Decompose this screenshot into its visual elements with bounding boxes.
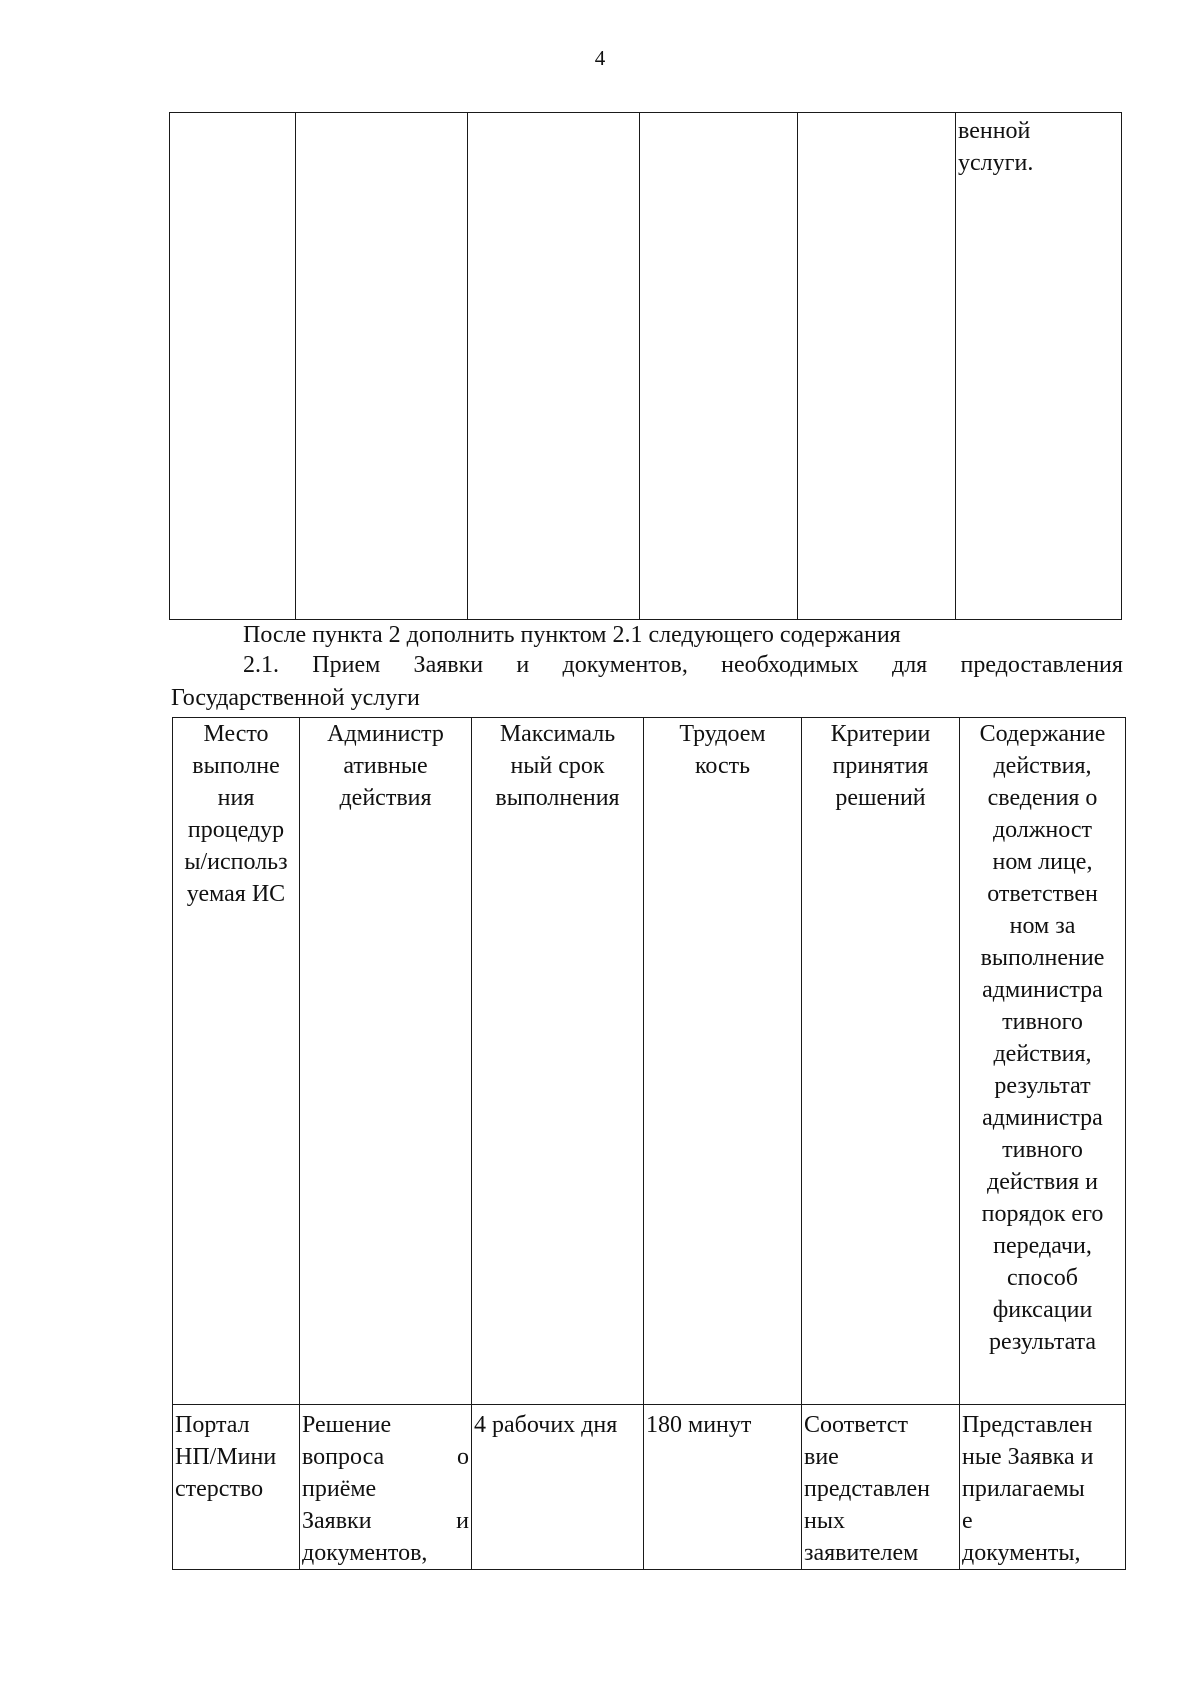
cell-content	[960, 1405, 1126, 1570]
amendment-intro: После пункта 2 дополнить пунктом 2.1 следующего содержания	[243, 622, 901, 648]
cell-line: представлен	[804, 1476, 930, 1502]
header-line: тивного	[1002, 1137, 1083, 1163]
table-cell	[296, 113, 468, 620]
table-cell	[170, 113, 296, 620]
header-line: ы/использ	[184, 849, 288, 875]
heading-word: и	[516, 652, 530, 678]
table-row	[173, 1405, 1126, 1570]
heading-word: документов,	[562, 652, 688, 678]
table-cell-continued-text	[956, 113, 1122, 620]
header-line: Максималь	[499, 721, 616, 747]
header-line: выполнение	[980, 945, 1105, 971]
table-row	[170, 113, 1122, 620]
heading-word: Заявки	[413, 652, 484, 678]
header-line: ный срок	[510, 753, 605, 779]
table-header-row	[173, 718, 1126, 1405]
header-cell-max-term	[472, 718, 644, 1405]
header-line: ответствен	[987, 881, 1098, 907]
table-cell	[640, 113, 798, 620]
header-line: способ	[1007, 1265, 1078, 1291]
cell-word: о	[457, 1444, 469, 1470]
heading-word: для	[891, 652, 928, 678]
header-line: должност	[992, 817, 1093, 843]
header-line: уемая ИС	[186, 881, 286, 907]
cell-line: Представлен	[962, 1412, 1093, 1438]
cell-labor	[644, 1405, 802, 1570]
cell-line: 4 рабочих дня	[474, 1412, 618, 1438]
cell-word: Заявки	[302, 1508, 372, 1534]
section-heading	[243, 650, 1123, 680]
header-line: порядок его	[981, 1201, 1104, 1227]
header-line: действия,	[993, 753, 1092, 779]
header-line: Трудоем	[679, 721, 766, 747]
procedure-table	[172, 717, 1126, 1570]
cell-line: прилагаемы	[962, 1476, 1085, 1502]
header-cell-labor	[644, 718, 802, 1405]
header-line: администра	[982, 1105, 1103, 1131]
cell-line	[302, 1441, 469, 1473]
cell-line: стерство	[175, 1476, 264, 1502]
cell-line: Портал	[175, 1412, 250, 1438]
table-cell	[798, 113, 956, 620]
section-heading-continuation: Государственной услуги	[171, 685, 420, 711]
cell-line: ные Заявка и	[962, 1444, 1094, 1470]
header-line: Администр	[327, 721, 444, 747]
header-line: решений	[835, 785, 926, 811]
header-line: кость	[694, 753, 751, 779]
header-cell-location	[173, 718, 300, 1405]
header-cell-content	[960, 718, 1126, 1405]
cell-location	[173, 1405, 300, 1570]
cell-line: документы,	[962, 1540, 1081, 1566]
cell-word: и	[456, 1508, 469, 1534]
cell-criteria	[802, 1405, 960, 1570]
cell-line: венной	[958, 118, 1031, 144]
heading-word: необходимых	[721, 652, 859, 678]
cell-line: вие	[804, 1444, 839, 1470]
header-cell-criteria	[802, 718, 960, 1405]
cell-line: услуги.	[958, 150, 1034, 176]
header-line: ния	[217, 785, 255, 811]
cell-line: документов,	[302, 1540, 428, 1566]
header-line: результата	[988, 1329, 1097, 1355]
header-line: ативные	[343, 753, 428, 779]
header-line: Содержание	[979, 721, 1106, 747]
cell-line: ных	[804, 1508, 845, 1534]
header-line: тивного	[1002, 1009, 1083, 1035]
header-line: действия и	[987, 1169, 1098, 1195]
cell-line: НП/Мини	[175, 1444, 277, 1470]
header-line: выполне	[192, 753, 280, 779]
cell-line: приёме	[302, 1476, 377, 1502]
header-line: администра	[982, 977, 1103, 1003]
header-cell-admin-actions	[300, 718, 472, 1405]
cell-admin-action	[300, 1405, 472, 1570]
header-line: процедур	[187, 817, 285, 843]
header-line: сведения о	[987, 785, 1098, 811]
cell-line: 180 минут	[646, 1412, 752, 1438]
cell-line: Решение	[302, 1412, 392, 1438]
header-line: Место	[203, 721, 269, 747]
header-line: принятия	[832, 753, 929, 779]
cell-max-term	[472, 1405, 644, 1570]
cell-line	[302, 1505, 469, 1537]
page-number: 4	[594, 46, 606, 70]
cell-line: заявителем	[804, 1540, 919, 1566]
header-line: ном лице,	[992, 849, 1093, 875]
header-line: Критерии	[830, 721, 931, 747]
cell-line: Соответст	[804, 1412, 908, 1438]
header-line: результат	[994, 1073, 1091, 1099]
table-cell	[468, 113, 640, 620]
header-line: фиксации	[992, 1297, 1093, 1323]
header-line: передачи,	[993, 1233, 1092, 1259]
heading-word: 2.1.	[243, 652, 279, 678]
heading-word: Прием	[312, 652, 381, 678]
continued-table	[169, 112, 1122, 620]
header-line: действия	[339, 785, 432, 811]
cell-word: вопроса	[302, 1444, 385, 1470]
header-line: действия,	[993, 1041, 1092, 1067]
heading-word: предоставления	[960, 652, 1123, 678]
cell-line: е	[962, 1508, 973, 1534]
header-line: ном за	[1009, 913, 1076, 939]
header-line: выполнения	[495, 785, 620, 811]
